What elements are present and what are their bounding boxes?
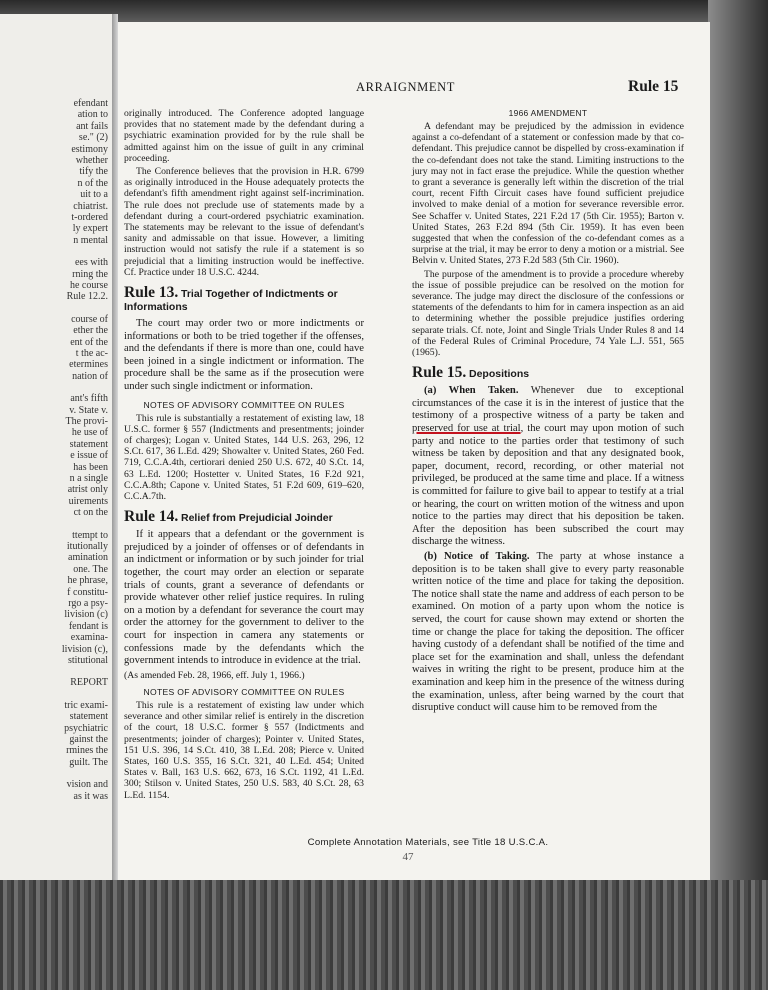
left-column: [124, 108, 364, 803]
previous-page-line: n mental: [73, 234, 108, 246]
previous-page-line: REPORT: [70, 677, 108, 689]
previous-page-line: ant fails: [76, 120, 108, 132]
subdivision-a-label: (a) When Taken.: [424, 385, 519, 397]
rule-13-notes: This rule is substantially a restatement of existing law, 18 U.S.C. former § 557 (Indictments and presentments; joinder of charges); Logan v. United States, 144 U.S. 263, 296, 12 S.Ct. 617, 36 L.Ed. 429; Showalter v. United States, 260 Fed. 719, C.C.A.4th, certiorari denied 250 U.S. 672, 40 S.Ct. 14, 63 L.Ed. 1200; Hostetter v. United States, 16 F.2d 921, C.C.A.8th; Capone v. United States, 51 F.2d 609, 619–620, C.C.A.7th.: [124, 412, 364, 503]
previous-page-line: t the ac-: [75, 348, 108, 359]
rule-15-subdivision-b: [412, 551, 684, 715]
previous-page-line: whether: [75, 155, 108, 166]
amendment-paragraph: The purpose of the amendment is to provide a procedure whereby the issue of possible prejudice can be resolved on the motion for severance. The judge may direct the disclosure of the confessions or statements of the defendants to him for in camera inspection as an aid to determining whether the possible prejudice justifies ordering separate trials. Cf. note, Joint and Single Trials Under Rules 8 and 14 of the Federal Rules of Criminal Procedure, 74 Yale L.J. 551, 565 (1965).: [412, 268, 684, 359]
previous-page-line: ent of the: [70, 336, 108, 348]
previous-page-line: amination: [68, 552, 108, 564]
previous-page-line: stitutional: [68, 655, 108, 666]
scan-border-bottom: [0, 880, 768, 990]
previous-page-line: f constitu-: [67, 586, 108, 598]
previous-page-line: tric exami-: [64, 699, 108, 711]
previous-page-line: statement: [69, 711, 108, 723]
amendment-paragraph: A defendant may be prejudiced by the admission in evidence against a co-defendant of a statement or confession made by that co-defendant. This prejudice cannot be dispelled by cross-examination if the co-defendant does not take the stand. Limiting instructions to the jury may not in fact erase the prejudice. While the question whether to grant a severance is generally left within the discretion of the trial court, recent Fifth Circuit cases have found sufficient prejudice involved to make denial of a motion for severance reversible error. See Schaffer v. United States, 221 F.2d 17 (5th Cir. 1955); Barton v. United States, 263 F.2d 894 (5th Cir. 1959). It has even been suggested that when the confession of the co-defendant comes as a surprise at the trial, it may be error to deny a motion or a mistrial. See Belvin v. United States, 273 F.2d 583 (5th Cir. 1960).: [412, 121, 684, 267]
previous-page-line: ant's fifth: [70, 393, 108, 405]
subdivision-a-text-cont: , the court may upon motion of such party and notice to the parties order that testimony of such witness be taken by deposition and that any designated book, paper, document, record, recording, or other material not privileged, be produced at the same time and place. If a witness is committed for failure to give bail to appear to testify at a trial or hearing, the court on written motion of the witness and upon notice to the parties may direct that his deposition be taken. After the deposition has been subscribed the court may discharge the witness.: [412, 423, 684, 548]
previous-page-line: ct on the: [73, 507, 108, 519]
previous-page-line: uirements: [68, 495, 108, 507]
rule-14-amended-note: (As amended Feb. 28, 1966, eff. July 1, 1966.): [124, 669, 305, 681]
rule-14-heading: [124, 510, 364, 525]
running-header: [118, 78, 710, 98]
rule-13-text: The court may order two or more indictments or informations or both to be tried together if the offenses, and the defendants if there is more than one, could have been joined in a single indictment or information. The procedure shall be the same as if the prosecution were under such single indictment or information.: [124, 318, 364, 393]
previous-page-line: uit to a: [80, 189, 108, 201]
previous-page-line: The provi-: [65, 416, 108, 427]
previous-page-line: atrist only: [67, 484, 108, 496]
previous-page-line: livision (c): [64, 609, 108, 621]
rule-13-number: Rule 13.: [124, 284, 179, 302]
document-page: [118, 22, 710, 884]
rule-15-title: Depositions: [469, 368, 530, 381]
previous-page-line: ether the: [73, 325, 108, 337]
previous-page-line: chiatrist.: [73, 200, 108, 212]
previous-page-line: statement: [69, 438, 108, 450]
previous-page-line: he course: [69, 280, 108, 291]
previous-page-line: examina-: [70, 632, 108, 644]
previous-page-line: fendant is: [68, 620, 108, 632]
right-column: [412, 108, 684, 717]
rule-14-number: Rule 14.: [124, 508, 179, 526]
previous-page-line: he use of: [71, 427, 108, 439]
previous-page-line: e issue of: [70, 450, 108, 462]
rule-14-title: Relief from Prejudicial Joinder: [181, 512, 333, 525]
previous-page-line: psychiatric: [64, 722, 108, 734]
previous-page-line: rning the: [72, 268, 108, 280]
rule-14-text: If it appears that a defendant or the government is prejudiced by a joinder of offenses or of defendants in an indictment or information or by such joinder for trial together, the court may order an election or separate trials of counts, grant a severance of defendants or provide whatever other relief justice requires. In ruling on a motion by a defendant for severance the court may order the attorney for the government to deliver to the court for inspection in camera any statements or confessions made by the defendants which the government intends to introduce in evidence at the trial.: [124, 529, 364, 667]
rule-14-notes: This rule is a restatement of existing law under which severance and other similar relief is entirely in the discretion of the court, 18 U.S.C. former § 557 (Indictments and presentments; joinder of charges); Pointer v. United States, 151 U.S. 396, 14 S.Ct. 410, 38 L.Ed. 208; Pierce v. United States, 160 U.S. 355, 16 S.Ct. 321, 40 L.Ed. 454; United States v. Ball, 163 U.S. 662, 673, 16 S.Ct. 1192, 41 L.Ed. 300; Stilson v. United States, 250 U.S. 583, 40 S.Ct. 28, 63 L.Ed. 1154.: [124, 699, 364, 801]
previous-page-line: vision and: [66, 779, 108, 791]
header-title: ARRAIGNMENT: [356, 80, 455, 94]
subdivision-b-label: (b) Notice of Taking.: [424, 550, 530, 562]
amendment-heading: 1966 AMENDMENT: [508, 108, 588, 118]
rule-15-number: Rule 15.: [412, 364, 467, 382]
rule-13-notes-heading: NOTES OF ADVISORY COMMITTEE ON RULES: [143, 399, 345, 410]
previous-page-line: gainst the: [69, 734, 108, 745]
previous-page-line: itutionally: [66, 541, 108, 552]
previous-page-line: v. State v.: [69, 404, 108, 416]
underlined-phrase: preserved for use at trial: [412, 423, 521, 435]
previous-page-line: efendant: [73, 98, 108, 109]
scan-border-right: [708, 0, 768, 990]
header-rule-label: Rule 15: [628, 78, 679, 95]
previous-page-line: etermines: [69, 359, 108, 371]
previous-page-line: course of: [71, 313, 108, 325]
previous-page-line: tify the: [79, 166, 108, 178]
previous-page-line: one. The: [73, 563, 108, 575]
previous-page-line: Rule 12.2.: [66, 291, 108, 303]
previous-page-line: as it was: [73, 790, 108, 802]
previous-page-line: n a single: [69, 473, 108, 484]
previous-page-line: ly expert: [72, 223, 108, 235]
page-number: 47: [402, 851, 414, 863]
previous-page-line: se." (2): [78, 132, 108, 144]
footer-annotation: Complete Annotation Materials, see Title 18 U.S.C.A.: [307, 837, 549, 848]
previous-page-line: he phrase,: [67, 575, 108, 587]
previous-page-line: has been: [73, 461, 108, 473]
previous-page-strip: [0, 14, 112, 894]
rule-13-title: Trial Together of Indictments or Informations: [124, 288, 338, 314]
previous-page-line: n of the: [77, 177, 108, 189]
rule-13-heading: [124, 286, 364, 314]
previous-page-line: guilt. The: [69, 756, 108, 768]
previous-page-line: livision (c),: [61, 643, 108, 655]
previous-page-line: ttempt to: [72, 529, 108, 541]
rule-15-heading: [412, 366, 684, 381]
previous-page-line: rgo a psy-: [68, 598, 108, 609]
intro-paragraph: The Conference believes that the provision in H.R. 6799 as originally introduced in the House adequately protects the defendant's fifth amendment right against self-incrimination. The rule does not preclude use of statements made by a defendant during a court-ordered psychiatric examination. The statements may be relevant to the issue of defendant's sanity and admissable on that issue. However, a limiting instruction would not satisfy the rule if a statement is so prejudicial that a limiting instruction would be ineffective. Cf. Practice under 18 U.S.C. 4244.: [124, 166, 364, 278]
previous-page-line: ation to: [77, 109, 108, 121]
subdivision-a-text: Whenever due to exceptional circumstances of the case it is in the interest of justice that the testimony of a prospective witness of a party be taken and: [412, 385, 684, 422]
previous-page-line: rmines the: [66, 745, 108, 757]
previous-page-line: nation of: [72, 370, 108, 382]
rule-14-notes-heading: NOTES OF ADVISORY COMMITTEE ON RULES: [143, 686, 345, 697]
previous-page-line: estimony: [71, 143, 108, 155]
rule-15-subdivision-a: [412, 385, 684, 549]
previous-page-line: t-ordered: [71, 212, 108, 223]
intro-paragraph: originally introduced. The Conference adopted language provides that no statement made by the defendant during a psychiatric examination provided for by the rule shall be admitted against him on the issue of guilt in any criminal proceeding.: [124, 108, 364, 164]
subdivision-b-text: The party at whose instance a deposition is to be taken shall give to every party reasonable written notice of the time and place for taking the deposition. The notice shall state the name and address of each person to be examined. On motion of a party upon whom the notice is served, the court for cause shown may extend or shorten the time or change the place for taking the deposition. The officer having custody of a defendant shall be notified of the time and place set for the examination and shall, unless the defendant waives in writing the right to be present, produce him at the examination and keep him in the presence of the witness during the examination, unless, after being warned by the court that disruptive conduct will cause him to be removed from the: [412, 550, 684, 714]
previous-page-line: ees with: [74, 257, 108, 269]
